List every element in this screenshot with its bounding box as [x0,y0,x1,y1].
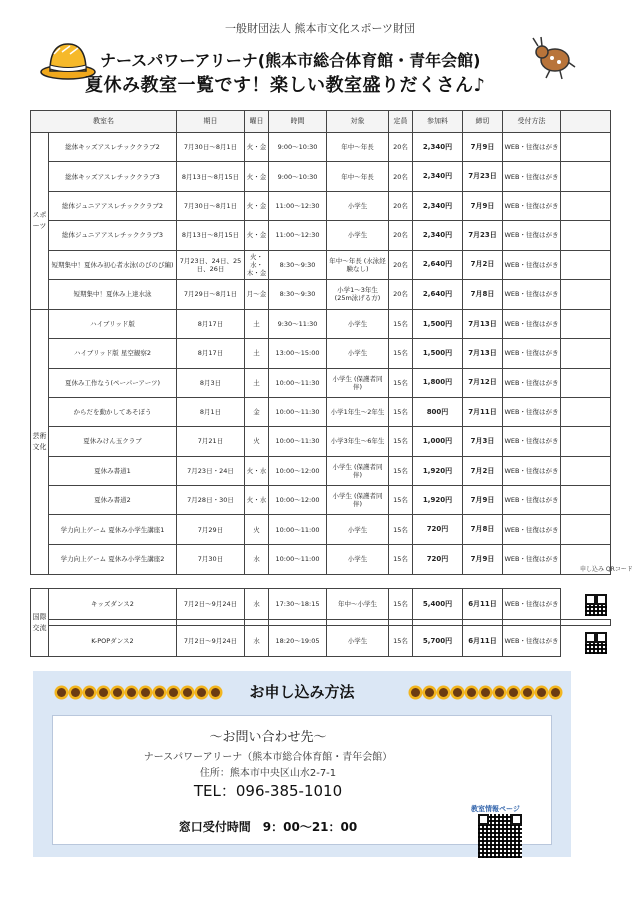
table-row [31,279,611,309]
cell-time: 10:00～11:00 [269,515,327,544]
qr-code-info-page[interactable] [478,814,522,858]
table-header-row [31,111,611,133]
cell-blank [561,162,611,191]
cell-fee: 2,640円 [413,279,463,309]
table-row [31,250,611,279]
cell-method: WEB・往復はがき [503,589,561,620]
cell-weekday: 土 [245,339,269,368]
reception-hours: 窓口受付時間 9：00～21：00 [178,820,358,834]
sunflower-icon [509,688,518,697]
cell-fee: 720円 [413,544,463,574]
cell-capacity: 15名 [389,515,413,544]
cell-blank [561,456,611,485]
qr-code-kids-dance[interactable] [585,594,607,616]
cell-capacity: 15名 [389,427,413,456]
cell-fee: 2,340円 [413,162,463,191]
cell-time: 17:30～18:15 [269,589,327,620]
cell-class-name: 短期集中！夏休み初心者水泳(のびのび編) [49,250,177,279]
cell-time: 10:00～11:00 [269,544,327,574]
cell-class-name: 総体キッズアスレチッククラブ2 [49,133,177,162]
cell-time: 9:00～10:30 [269,162,327,191]
cell-time: 10:00～12:00 [269,486,327,515]
cell-fee: 1,000円 [413,427,463,456]
cell-blank [561,133,611,162]
cell-capacity: 20名 [389,191,413,220]
cell-capacity: 20名 [389,279,413,309]
cell-deadline: 7月23日 [463,221,503,250]
cell-method: WEB・往復はがき [503,368,561,397]
qr-code-kpop-dance[interactable] [585,632,607,654]
cell-weekday: 土 [245,309,269,338]
cell-method: WEB・往復はがき [503,397,561,426]
cell-class-name: 総体キッズアスレチッククラブ3 [49,162,177,191]
page-title: ナースパワーアリーナ(熊本市総合体育館・青年会館) [100,51,481,70]
cell-deadline: 7月9日 [463,544,503,574]
cell-method: WEB・往復はがき [503,191,561,220]
cell-method: WEB・往復はがき [503,309,561,338]
cell-target: 年中～年長 [327,133,389,162]
cell-target: 小学生 (保護者同伴) [327,456,389,485]
col-header-blank [561,111,611,133]
cell-blank [561,279,611,309]
cell-class-name: ハイブリッド版 [49,309,177,338]
organization-name: 一般財団法人 熊本市文化スポーツ財団 [224,22,416,35]
cell-deadline: 7月13日 [463,339,503,368]
cell-fee: 1,500円 [413,339,463,368]
cell-class-name: ハイブリッド版 星空観察2 [49,339,177,368]
table-row [31,626,611,657]
application-heading: お申し込み方法 [249,683,355,701]
category-international: 国際交流 [31,589,49,657]
table-row [31,397,611,426]
cell-capacity: 20名 [389,162,413,191]
international-table [30,588,611,657]
col-header-deadline: 締切 [463,111,503,133]
cell-weekday: 火・金 [245,133,269,162]
table-row [31,191,611,220]
cell-fee: 5,700円 [413,626,463,657]
cell-weekday: 火・水 [245,456,269,485]
table-row [31,456,611,485]
cell-time: 9:30～11:30 [269,309,327,338]
cell-capacity: 15名 [389,339,413,368]
cell-date: 8月3日 [177,368,245,397]
category-sports: スポーツ [31,133,49,310]
table-row [31,515,611,544]
cell-time: 8:30～9:30 [269,279,327,309]
cell-target: 小学1～3年生 (25m泳げる方) [327,279,389,309]
cell-target: 小学生 [327,221,389,250]
cell-target: 小学生 [327,339,389,368]
cell-blank [561,368,611,397]
sunflower-decoration-right [411,688,560,697]
table-row [31,589,611,620]
table-row [31,427,611,456]
cell-fee: 1,800円 [413,368,463,397]
table-row [31,221,611,250]
sunflower-icon [551,688,560,697]
cell-class-name: 夏休みけん玉クラブ [49,427,177,456]
cell-class-name: 学力向上ゲーム 夏休み小学生講座2 [49,544,177,574]
cell-fee: 1,920円 [413,486,463,515]
cell-time: 10:00～12:00 [269,456,327,485]
col-header-name: 教室名 [31,111,177,133]
beetle-icon [528,32,578,82]
cell-method: WEB・往復はがき [503,544,561,574]
cell-weekday: 火・金 [245,221,269,250]
cell-date: 7月29日～8月1日 [177,279,245,309]
cell-fee: 1,500円 [413,309,463,338]
cell-capacity: 15名 [389,309,413,338]
cell-fee: 2,340円 [413,221,463,250]
cell-weekday: 水 [245,544,269,574]
cell-date: 8月13日～8月15日 [177,221,245,250]
cell-capacity: 15名 [389,589,413,620]
table-row [31,339,611,368]
table-row [31,544,611,574]
cell-class-name: K-POPダンス2 [49,626,177,657]
cell-deadline: 7月11日 [463,397,503,426]
cell-weekday: 火・金 [245,191,269,220]
cell-date: 7月23日・24日 [177,456,245,485]
col-header-fee: 参加料 [413,111,463,133]
cell-method: WEB・往復はがき [503,626,561,657]
cell-date: 7月21日 [177,427,245,456]
cell-class-name: 夏休み工作なう(ペーパーアーツ) [49,368,177,397]
cell-method: WEB・往復はがき [503,250,561,279]
table-row [31,368,611,397]
cell-deadline: 7月13日 [463,309,503,338]
sunflower-icon [523,688,532,697]
cell-time: 10:00～11:30 [269,427,327,456]
col-header-date: 期日 [177,111,245,133]
cell-target: 小学生 (保護者同伴) [327,486,389,515]
cell-date: 8月17日 [177,339,245,368]
cell-target: 小学生 [327,626,389,657]
cell-weekday: 水 [245,626,269,657]
cell-weekday: 金 [245,397,269,426]
sunflower-icon [537,688,546,697]
cell-capacity: 15名 [389,456,413,485]
cell-target: 小学生 [327,515,389,544]
table-row [31,486,611,515]
cell-deadline: 7月3日 [463,427,503,456]
cell-method: WEB・往復はがき [503,339,561,368]
cell-blank [561,221,611,250]
cell-time: 11:00～12:30 [269,221,327,250]
cell-date: 7月2日～9月24日 [177,589,245,620]
cell-capacity: 20名 [389,221,413,250]
cell-target: 小学生 (保護者同伴) [327,368,389,397]
col-header-time: 時間 [269,111,327,133]
phone-number[interactable]: TEL：096-385-1010 [193,782,343,800]
cell-method: WEB・往復はがき [503,456,561,485]
col-header-method: 受付方法 [503,111,561,133]
sunflower-icon [495,688,504,697]
table-row [31,162,611,191]
cell-target: 年中～小学生 [327,589,389,620]
cell-target: 小学1年生～2年生 [327,397,389,426]
cell-fee: 5,400円 [413,589,463,620]
qr-label: 申し込み QRコード [580,566,633,573]
cell-deadline: 6月11日 [463,589,503,620]
cell-target: 年中～年長 (水泳経験なし) [327,250,389,279]
cell-weekday: 火 [245,515,269,544]
cell-fee: 2,640円 [413,250,463,279]
cell-date: 7月30日 [177,544,245,574]
cell-time: 10:00～11:30 [269,397,327,426]
cell-deadline: 7月9日 [463,191,503,220]
cell-fee: 2,340円 [413,191,463,220]
cell-blank [561,250,611,279]
cell-capacity: 15名 [389,544,413,574]
page-subtitle: 夏休み教室一覧です！楽しい教室盛りだくさん♪ [85,75,486,96]
cell-date: 7月30日～8月1日 [177,191,245,220]
cell-fee: 2,340円 [413,133,463,162]
cell-weekday: 火・金 [245,162,269,191]
cell-method: WEB・往復はがき [503,221,561,250]
cell-blank [561,191,611,220]
cell-class-name: からだを動かしてあそぼう [49,397,177,426]
cell-blank [561,486,611,515]
cell-class-name: 夏休み書道1 [49,456,177,485]
cell-capacity: 15名 [389,368,413,397]
cell-date: 8月13日～8月15日 [177,162,245,191]
contact-title: ～お問い合わせ先～ [209,730,327,745]
sunflower-icon [411,688,420,697]
cell-deadline: 7月9日 [463,133,503,162]
cell-capacity: 15名 [389,486,413,515]
cell-capacity: 15名 [389,626,413,657]
cell-time: 8:30～9:30 [269,250,327,279]
sunflower-icon [481,688,490,697]
application-panel [33,671,571,857]
cell-class-name: 総体ジュニアアスレチッククラブ2 [49,191,177,220]
col-header-weekday: 曜日 [245,111,269,133]
cell-time: 18:20～19:05 [269,626,327,657]
cell-method: WEB・往復はがき [503,133,561,162]
cell-method: WEB・往復はがき [503,279,561,309]
cell-capacity: 20名 [389,133,413,162]
cell-class-name: 夏休み書道2 [49,486,177,515]
cell-blank [561,427,611,456]
cell-weekday: 火 [245,427,269,456]
sunflower-icon [467,688,476,697]
cell-method: WEB・往復はがき [503,486,561,515]
cell-deadline: 7月9日 [463,486,503,515]
cell-deadline: 7月23日 [463,162,503,191]
category-culture: 芸術文化 [31,309,49,574]
cell-date: 7月30日～8月1日 [177,133,245,162]
sunflower-icon [425,688,434,697]
cell-deadline: 7月2日 [463,456,503,485]
cell-weekday: 土 [245,368,269,397]
cell-method: WEB・往復はがき [503,162,561,191]
cell-target: 年中～年長 [327,162,389,191]
table-row [31,309,611,338]
cell-date: 7月29日 [177,515,245,544]
cell-date: 7月2日～9月24日 [177,626,245,657]
cell-target: 小学生 [327,544,389,574]
cell-method: WEB・往復はがき [503,515,561,544]
class-schedule-table [30,110,611,575]
cell-weekday: 水 [245,589,269,620]
col-header-target: 対象 [327,111,389,133]
sunflower-icon [453,688,462,697]
cell-fee: 800円 [413,397,463,426]
cell-weekday: 火・水・木・金 [245,250,269,279]
cell-capacity: 15名 [389,397,413,426]
cell-blank [561,339,611,368]
cell-time: 10:00～11:30 [269,368,327,397]
cell-deadline: 7月12日 [463,368,503,397]
cell-fee: 1,920円 [413,456,463,485]
cell-deadline: 7月2日 [463,250,503,279]
cell-date: 8月17日 [177,309,245,338]
cell-time: 13:00～15:00 [269,339,327,368]
cell-time: 9:00～10:30 [269,133,327,162]
cell-blank [561,515,611,544]
cell-capacity: 20名 [389,250,413,279]
table-row [31,133,611,162]
cell-date: 7月23日、24日、25日、26日 [177,250,245,279]
cell-blank [561,397,611,426]
cell-class-name: 短期集中！夏休み上達水泳 [49,279,177,309]
info-page-label: 教室情報ページ [471,805,520,813]
cell-deadline: 7月8日 [463,515,503,544]
cell-blank [561,309,611,338]
venue-name: ナースパワーアリーナ（熊本市総合体育館・青年会館） [143,752,393,763]
cell-class-name: 学力向上ゲーム 夏休み小学生講座1 [49,515,177,544]
cell-target: 小学3年生～6年生 [327,427,389,456]
cell-fee: 720円 [413,515,463,544]
cell-deadline: 6月11日 [463,626,503,657]
cell-target: 小学生 [327,191,389,220]
col-header-capacity: 定員 [389,111,413,133]
cell-time: 11:00～12:30 [269,191,327,220]
contact-box [52,715,552,845]
cell-weekday: 火・水 [245,486,269,515]
cell-deadline: 7月8日 [463,279,503,309]
cell-date: 8月1日 [177,397,245,426]
sunflower-icon [439,688,448,697]
cell-class-name: 総体ジュニアアスレチッククラブ3 [49,221,177,250]
cell-method: WEB・往復はがき [503,427,561,456]
cell-weekday: 月～金 [245,279,269,309]
cell-date: 7月28日・30日 [177,486,245,515]
venue-address: 住所：熊本市中央区山水2-7-1 [199,768,337,779]
cell-target: 小学生 [327,309,389,338]
cell-class-name: キッズダンス2 [49,589,177,620]
